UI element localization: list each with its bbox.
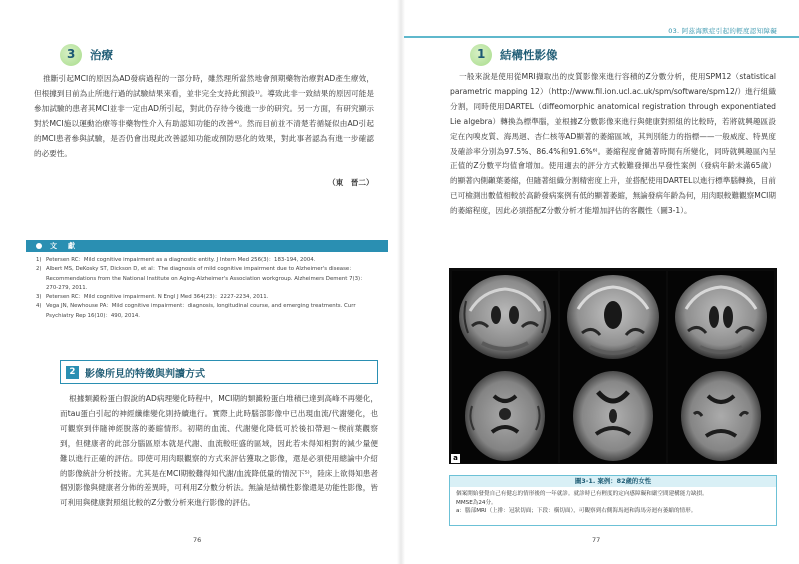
running-head: 03. 阿茲海默症引起的輕度認知障礙 — [668, 27, 777, 35]
section-number: 3 — [67, 47, 76, 61]
caption-title: 圖3-1. 案例：82歲的女性 — [450, 476, 776, 487]
running-head-rule — [404, 36, 799, 38]
structural-paragraph — [450, 70, 776, 219]
imaging-paragraph — [60, 392, 378, 511]
box-number: 2 — [66, 366, 79, 379]
section-number-badge — [60, 44, 86, 66]
section-box-heading — [60, 360, 378, 384]
mri-coronal-slice — [560, 271, 666, 368]
mri-axial-slice — [560, 366, 666, 463]
section-heading-treatment — [60, 44, 113, 66]
mri-coronal-slice — [452, 271, 558, 368]
reference-item: 4) Vega JN, Newhouse PA：Mild cognitive impairment：diagnosis, longitudinal course, and emerging treatments. Curr Psychiatry Rep 16(10)：490, 2014. — [36, 303, 356, 319]
page-number: 76 — [193, 536, 202, 544]
figure-caption — [449, 475, 777, 526]
left-page — [0, 0, 398, 564]
reference-item: 3) Petersen RC：Mild cognitive impairment. N Engl J Med 364(23)：2227-2234, 2011. — [36, 294, 269, 301]
mri-figure — [449, 268, 777, 464]
caption-line: MMSE為24分。 — [456, 499, 497, 506]
section-title: 治療 — [90, 48, 113, 62]
reference-list — [36, 256, 368, 321]
box-title: 影像所見的特徵與判讀方式 — [85, 368, 205, 380]
page-number: 77 — [592, 536, 601, 544]
section-heading-structural — [470, 44, 558, 66]
paragraph-text: 一般來說是使用從MRI擷取出的皮質影像來進行容積的Z分數分析，使用SPM12（statistical parametric mapping 12）（http://www.fil.ion.ucl.ac.uk/spm/software/spm12/）進行組織分割，同時使用DARTEL（diffeomorphic anatomical registration through exponentiated Lie algebra）轉換為標準腦，並根據Z分數影像來進行與健康對照組的比較時，若將就興趣區設定在內嗅皮質、海馬迴、杏仁核等AD顯著的萎縮區域，其判別能力的指標——一般威度、特異度及確診率分別為97.5%、86.4%和91.6%⁶⁾。萎縮程度會隨著時間有所變化，同時就興趣區內呈正值的Z分數平均值會增加。使用適去的評分方式較難發揮出早發性案例（發病年齡未滿65歲）的顯著內側顳葉萎縮，但隨著組織分割精密度上升，並搭配使用DARTEL以進行標準腦轉換，目前已可檢測出數值相較於高齡發病案例有低的顯著萎縮，無論發病年齡為何，用肉眼較難觀察MCI期的萎縮程度，因此必須搭配Z分數分析才能增加評估的客觀性（圖3-1）。 — [450, 72, 776, 216]
mri-coronal-slice — [668, 271, 774, 368]
paragraph-text: 推斷引起MCI的原因為AD發病過程的一部分時，雖然理所當然地會預期藥物治療對AD產生療效，但根據到目前為止所進行過的試驗結果來看，並非完全支持此預設¹⁾。導致此非一致結果的原因可能是參加試驗的患者其MCI並非一定由AD所引起，對此仍存待今後進一步的研究。另一方面，有研究顯示對於MCI施以運動治療等非藥物性介入有助認知功能的改善⁴⁾。然而目前並不清楚若循疑似由AD引起的MCI患者參與試驗，是否仍會出現此改善認知功能或預防惡化的效果，對此事者認為有進一步確認的必要性。 — [34, 74, 374, 158]
mri-axial-slice — [452, 366, 558, 463]
section-title: 結構性影像 — [500, 48, 558, 62]
bullet-icon — [36, 243, 42, 249]
author-credit: （東 晉二） — [328, 178, 374, 187]
caption-line: a：腦部MRI（上排：冠狀切面；下段：橫切面），可觀察到右側海馬迴和海馬旁迴有萎縮的情形。 — [456, 508, 697, 515]
reference-item: 2) Albert MS, DeKosky ST, Dickson D, et al：The diagnosis of mild cognitive impairment due to Alzheimer's disease：Recommendations from the National Institute on Aging-Alzheimer's Association workgroup. Alzheimers Dement 7(3)：270-279, 2011. — [36, 266, 366, 291]
treatment-paragraph — [34, 72, 374, 161]
section-number: 1 — [477, 47, 486, 61]
references-label: 文 獻 — [50, 242, 77, 250]
reference-item: 1) Petersen RC：Mild cognitive impairment as a diagnostic entity. J Intern Med 256(3)：183-194, 2004. — [36, 257, 316, 263]
figure-panel-label: a — [451, 454, 460, 463]
mri-axial-slice — [668, 366, 774, 463]
caption-body — [450, 487, 776, 519]
caption-line: 個案開始發覺自己有健忘的情形後的一年就診。就診時已有輕度的定向感障礙和嚴空間建構能力缺損。 — [456, 491, 708, 497]
paragraph-text: 根據類澱粉蛋白假說的AD病理變化時程中，MCI期的類澱粉蛋白堆積已達到高峰不再變化，而tau蛋白引起的神經纖維變化則持續進行。實際上此時腦部影像中已出現血流/代謝變化，也可觀察到伴隨神經脫落的萎縮情形。初期的血流、代謝變化降低可於後扣帶迴～楔前葉觀察到，但健康者的此部分腦區原本就是代謝、血流較旺盛的區域，因此若未得知相對的減少量便難以進行正確的評估。即使可用肉眼觀察的方式來評估獲取之影像，還是必須使用總論中介紹的影像統計分析技術。尤其是在MCI期較難得知代謝/血流降低量的情況下⁵⁾，陸床上欲得知患者個別影像與健康者分佈的差異時，可利用Z分數分析法。無論是結構性影像還是功能性影像，皆可利用與健康對照組比較的Z分數分析來進行影像的評估。 — [60, 394, 378, 508]
references-header — [26, 240, 388, 252]
section-number-badge — [470, 44, 496, 66]
right-page — [404, 0, 799, 564]
